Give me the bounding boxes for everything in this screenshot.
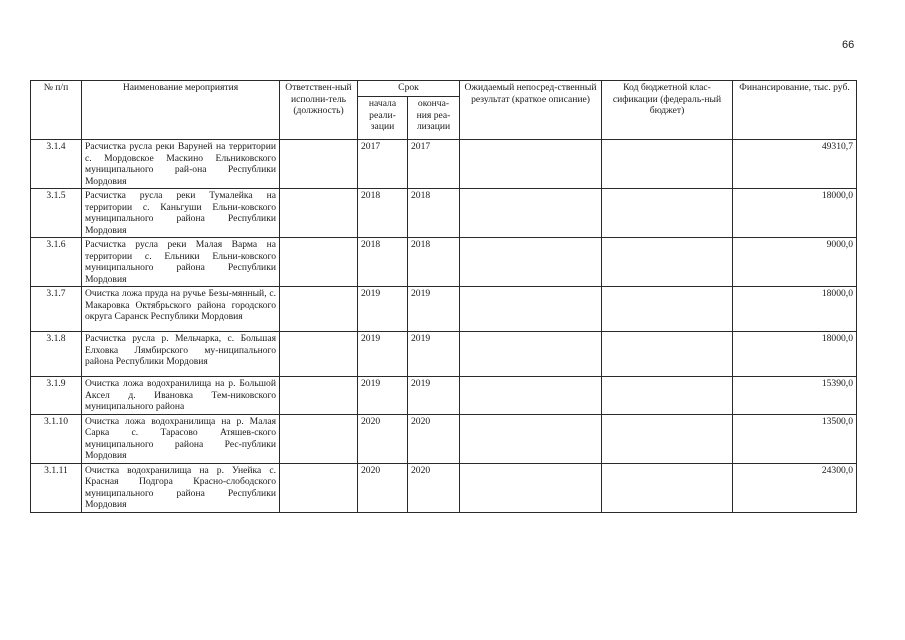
row-name: Очистка водохранилища на р. Унейка с. Красная Подгора Красно-слободского муниципального района Республики Мордовия [82,463,280,512]
row-result [460,238,602,287]
table-row [31,189,857,238]
header-term-start: начала реали-зации [358,97,408,140]
row-end: 2018 [408,189,460,238]
table-row [31,332,857,377]
row-responsible [280,238,358,287]
row-start: 2018 [358,189,408,238]
row-name: Очистка ложа водохранилища на р. Малая Сарка с. Тарасово Атяшев-ского муниципального района Рес-публики Мордовия [82,414,280,463]
row-responsible [280,332,358,377]
row-num: 3.1.8 [31,332,82,377]
row-num: 3.1.9 [31,377,82,415]
row-result [460,377,602,415]
header-financing: Финансирование, тыс. руб. [733,81,857,140]
page-number: 66 [842,39,855,51]
row-name: Очистка ложа водохранилища на р. Большой Аксел д. Ивановка Тем-никовского муниципального района [82,377,280,415]
row-num: 3.1.7 [31,287,82,332]
row-start: 2017 [358,140,408,189]
table-row [31,414,857,463]
row-financing: 15390,0 [733,377,857,415]
header-name: Наименование мероприятия [82,81,280,140]
activities-table [30,80,857,513]
row-num: 3.1.10 [31,414,82,463]
row-end: 2019 [408,377,460,415]
row-end: 2020 [408,414,460,463]
row-result [460,463,602,512]
header-budget-code: Код бюджетной клас-сификации (федераль-ный бюджет) [602,81,733,140]
table-row [31,140,857,189]
row-num: 3.1.4 [31,140,82,189]
row-code [602,189,733,238]
row-end: 2019 [408,332,460,377]
row-num: 3.1.6 [31,238,82,287]
row-num: 3.1.5 [31,189,82,238]
row-code [602,332,733,377]
row-end: 2017 [408,140,460,189]
row-result [460,332,602,377]
row-responsible [280,463,358,512]
header-num: № п/п [31,81,82,140]
row-responsible [280,287,358,332]
table-row [31,463,857,512]
row-code [602,140,733,189]
row-financing: 18000,0 [733,189,857,238]
row-start: 2018 [358,238,408,287]
row-financing: 9000,0 [733,238,857,287]
row-start: 2020 [358,463,408,512]
row-financing: 24300,0 [733,463,857,512]
row-end: 2018 [408,238,460,287]
row-financing: 18000,0 [733,287,857,332]
row-result [460,140,602,189]
row-code [602,414,733,463]
row-result [460,189,602,238]
row-responsible [280,414,358,463]
row-start: 2019 [358,287,408,332]
row-code [602,377,733,415]
row-name: Расчистка русла р. Мельчарка, с. Большая Елховка Лямбирского му-ниципального района Республики Мордовия [82,332,280,377]
row-name: Очистка ложа пруда на ручье Безы-мянный, с. Макаровка Октябрьского района городского округа Саранск Республики Мордовия [82,287,280,332]
table-row [31,287,857,332]
row-code [602,287,733,332]
row-financing: 49310,7 [733,140,857,189]
header-term: Срок [358,81,460,97]
row-num: 3.1.11 [31,463,82,512]
row-start: 2019 [358,332,408,377]
row-end: 2020 [408,463,460,512]
row-name: Расчистка русла реки Малая Варма на территории с. Ельники Ельни-ковского муниципального района Республики Мордовия [82,238,280,287]
header-responsible: Ответствен-ный исполни-тель (должность) [280,81,358,140]
row-financing: 13500,0 [733,414,857,463]
row-code [602,463,733,512]
row-result [460,287,602,332]
table-row [31,238,857,287]
header-result: Ожидаемый непосред-ственный результат (краткое описание) [460,81,602,140]
row-start: 2019 [358,377,408,415]
row-start: 2020 [358,414,408,463]
row-financing: 18000,0 [733,332,857,377]
row-responsible [280,189,358,238]
row-code [602,238,733,287]
header-term-end: оконча-ния реа-лизации [408,97,460,140]
row-name: Расчистка русла реки Варуней на территории с. Мордовское Маскино Ельниковского муниципального рай-она Республики Мордовия [82,140,280,189]
row-name: Расчистка русла реки Тумалейка на территории с. Каньгуши Ельни-ковского муниципального района Республики Мордовия [82,189,280,238]
row-end: 2019 [408,287,460,332]
table-row [31,377,857,415]
row-result [460,414,602,463]
row-responsible [280,377,358,415]
row-responsible [280,140,358,189]
